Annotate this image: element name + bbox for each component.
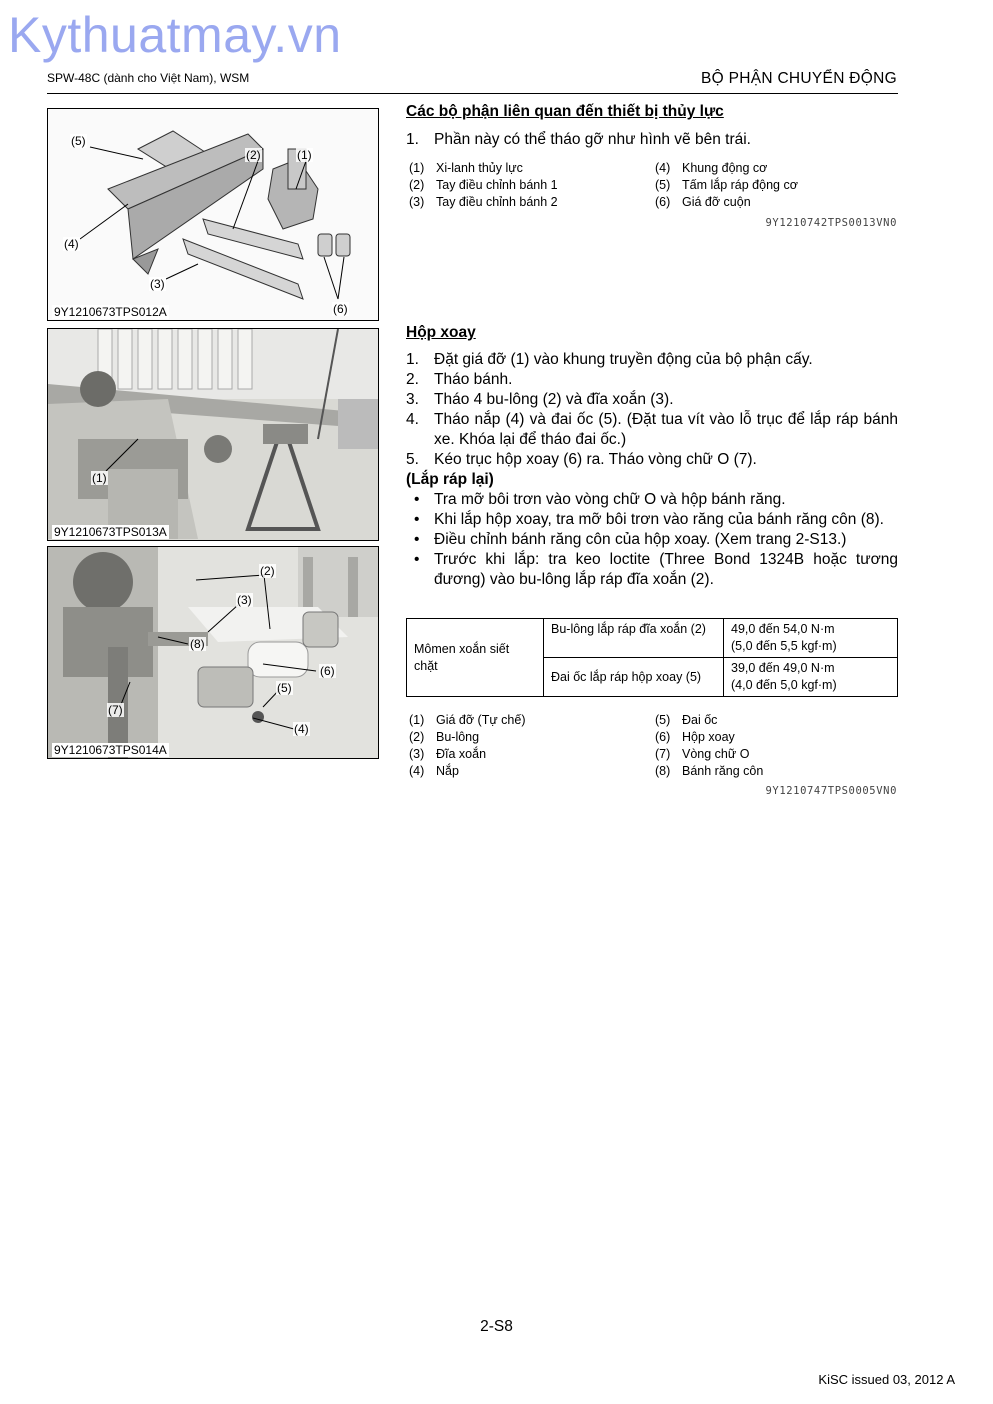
legend-text: Xi-lanh thủy lực — [436, 161, 523, 175]
issue-note: KiSC issued 03, 2012 A — [818, 1372, 955, 1387]
step-text: Đặt giá đỡ (1) vào khung truyền động của bộ phận cấy. — [434, 351, 813, 368]
figure-caption: 9Y1210673TPS012A — [54, 305, 167, 319]
figure-swivel-box — [47, 546, 379, 759]
figure-stand-setup — [47, 328, 379, 541]
legend-item — [406, 712, 652, 729]
step-text: Phần này có thể tháo gỡ như hình vẽ bên trái. — [434, 131, 751, 148]
legend-text: Vòng chữ O — [682, 747, 750, 761]
legend-item — [406, 177, 652, 194]
legend-number: (1) — [409, 713, 425, 727]
bullet-item — [406, 530, 898, 550]
step-number: 4. — [406, 411, 419, 428]
section1-legend — [406, 160, 898, 211]
bullet-text: Trước khi lắp: tra keo loctite (Three Bond 1324B hoặc tương đương) vào bu-lông lắp ráp đĩa xoắn (2). — [434, 551, 898, 588]
section2-legend — [406, 712, 898, 780]
figure-hydraulic-parts — [47, 108, 379, 321]
callout-8: (8) — [190, 637, 205, 651]
legend-item — [652, 712, 898, 729]
bullet-mark: • — [414, 531, 420, 548]
legend-text: Đai ốc — [682, 713, 718, 727]
page-number: 2-S8 — [480, 1318, 513, 1335]
bullet-text: Tra mỡ bôi trơn vào vòng chữ O và hộp bánh răng. — [434, 491, 786, 508]
legend-number: (4) — [655, 161, 671, 175]
section1-steps — [406, 130, 898, 150]
torque-value — [724, 619, 898, 658]
bullet-mark: • — [414, 511, 420, 528]
callout-6: (6) — [333, 302, 348, 316]
callout-1: (1) — [297, 148, 312, 162]
bullet-mark: • — [414, 491, 420, 508]
legend-number: (7) — [655, 747, 671, 761]
table-row — [407, 619, 898, 658]
legend-number: (1) — [409, 161, 425, 175]
callout-6: (6) — [320, 664, 335, 678]
legend-item — [406, 746, 652, 763]
step-text: Tháo nắp (4) và đai ốc (5). (Đặt tua vít vào lỗ trục để lắp ráp bánh xe. Khóa lại để tháo đai ốc.) — [434, 411, 898, 448]
callout-3: (3) — [150, 277, 165, 291]
bullet-item — [406, 490, 898, 510]
bullet-item — [406, 510, 898, 530]
step-item — [406, 450, 898, 470]
legend-number: (2) — [409, 730, 425, 744]
torque-item: Bu-lông lắp ráp đĩa xoắn (2) — [544, 619, 724, 658]
legend-text: Hộp xoay — [682, 730, 735, 744]
legend-item — [652, 177, 898, 194]
legend-number: (6) — [655, 195, 671, 209]
step-item — [406, 390, 898, 410]
bullet-text: Khi lắp hộp xoay, tra mỡ bôi trơn vào răng của bánh răng côn (8). — [434, 511, 884, 528]
torque-label: Mômen xoắn siết chặt — [407, 619, 544, 697]
torque-value — [724, 658, 898, 697]
legend-text: Đĩa xoắn — [436, 747, 487, 761]
legend-number: (5) — [655, 178, 671, 192]
legend-item — [652, 160, 898, 177]
callout-4: (4) — [64, 237, 79, 251]
callout-1: (1) — [92, 471, 107, 485]
legend-text: Tay điều chỉnh bánh 2 — [436, 195, 558, 209]
manual-title: SPW-48C (dành cho Việt Nam), WSM — [47, 71, 250, 85]
torque-value-nm: 49,0 đến 54,0 N·m — [731, 622, 835, 636]
step-item — [406, 370, 898, 390]
section-title-swivel-box: Hộp xoay — [406, 324, 476, 341]
legend-text: Tấm lắp ráp động cơ — [682, 178, 798, 192]
step-number: 1. — [406, 351, 419, 368]
stand-setup-photo — [48, 329, 378, 540]
reassembly-title: (Lắp ráp lại) — [406, 471, 494, 488]
torque-value-kgf: (5,0 đến 5,5 kgf·m) — [731, 639, 837, 653]
legend-item — [652, 194, 898, 211]
hydraulic-parts-illustration — [48, 109, 378, 320]
callout-5: (5) — [71, 134, 86, 148]
legend-item — [406, 763, 652, 780]
section2-code: 9Y1210747TPS0005VN0 — [765, 785, 897, 797]
section1-code: 9Y1210742TPS0013VN0 — [765, 217, 897, 229]
legend-item — [652, 763, 898, 780]
legend-text: Bánh răng côn — [682, 764, 764, 778]
legend-text: Bu-lông — [436, 730, 480, 744]
legend-number: (3) — [409, 195, 425, 209]
step-number: 2. — [406, 371, 419, 388]
step-item — [406, 130, 898, 150]
step-text: Kéo trục hộp xoay (6) ra. Tháo vòng chữ O (7). — [434, 451, 757, 468]
callout-2: (2) — [260, 564, 275, 578]
bullet-text: Điều chỉnh bánh răng côn của hộp xoay. (Xem trang 2-S13.) — [434, 531, 847, 548]
legend-item — [406, 729, 652, 746]
section-title-hydraulic: Các bộ phận liên quan đến thiết bị thủy lực — [406, 103, 724, 120]
torque-value-nm: 39,0 đến 49,0 N·m — [731, 661, 835, 675]
legend-number: (8) — [655, 764, 671, 778]
callout-2: (2) — [246, 148, 261, 162]
legend-item — [652, 746, 898, 763]
bullet-mark: • — [414, 551, 420, 568]
bullet-item — [406, 550, 898, 590]
step-number: 1. — [406, 131, 419, 148]
step-item — [406, 350, 898, 370]
callout-5: (5) — [277, 681, 292, 695]
legend-text: Giá đỡ cuộn — [682, 195, 751, 209]
step-number: 3. — [406, 391, 419, 408]
torque-value-kgf: (4,0 đến 5,0 kgf·m) — [731, 678, 837, 692]
legend-item — [406, 160, 652, 177]
figure-caption: 9Y1210673TPS013A — [54, 525, 167, 539]
torque-table — [406, 618, 898, 697]
legend-number: (2) — [409, 178, 425, 192]
legend-number: (3) — [409, 747, 425, 761]
header-divider — [47, 93, 898, 94]
step-number: 5. — [406, 451, 419, 468]
swivel-box-photo — [48, 547, 378, 758]
step-text: Tháo 4 bu-lông (2) và đĩa xoắn (3). — [434, 391, 674, 408]
legend-item — [652, 729, 898, 746]
figure-caption: 9Y1210673TPS014A — [54, 743, 167, 757]
step-item — [406, 410, 898, 450]
section2-steps — [406, 350, 898, 590]
legend-number: (6) — [655, 730, 671, 744]
callout-7: (7) — [108, 703, 123, 717]
legend-number: (5) — [655, 713, 671, 727]
torque-item: Đai ốc lắp ráp hộp xoay (5) — [544, 658, 724, 697]
callout-3: (3) — [237, 593, 252, 607]
watermark: Kythuatmay.vn — [8, 7, 342, 63]
legend-text: Khung động cơ — [682, 161, 768, 175]
legend-text: Nắp — [436, 764, 459, 778]
step-text: Tháo bánh. — [434, 371, 513, 388]
legend-number: (4) — [409, 764, 425, 778]
legend-item — [406, 194, 652, 211]
legend-text: Tay điều chỉnh bánh 1 — [436, 178, 558, 192]
legend-text: Giá đỡ (Tự chế) — [436, 713, 526, 727]
chapter-title: BỘ PHẬN CHUYỂN ĐỘNG — [700, 70, 897, 87]
callout-4: (4) — [294, 722, 309, 736]
